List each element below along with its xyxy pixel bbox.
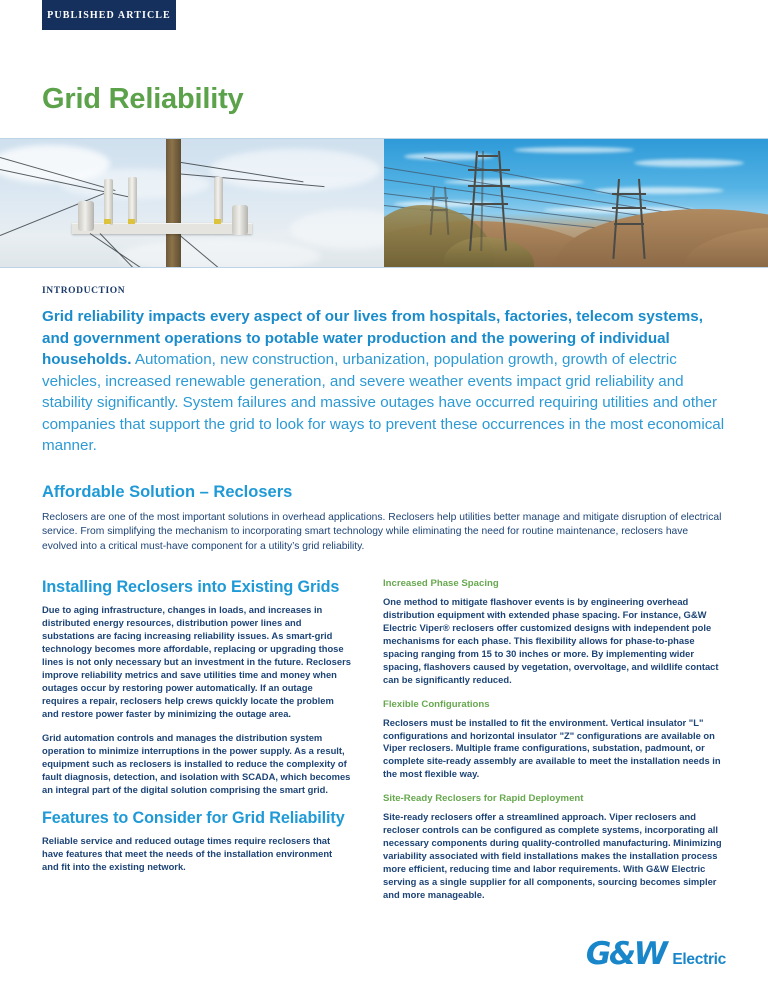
logo-wordmark: Electric [672, 951, 726, 968]
hero-image-transmission-towers [384, 139, 768, 267]
introduction-kicker: INTRODUCTION [42, 286, 126, 296]
installing-reclosers-paragraph-1: Due to aging infrastructure, changes in loads, and increases in distributed energy resources, distribution power lines and substations are facing increasing reliability issues. As smart-grid technology becomes more affordable, replacing or upgrading those lines is not only necessary but an investment in the future. Reclosers improve reliability metrics and save utilities time and money when outages occur by restoring power automatically. If an outage requires a repair, reclosers help crews quickly locate the problem and restore power faster by minimizing the outage area. [42, 604, 351, 719]
utility-pole [166, 139, 181, 267]
pole-crossarm [72, 223, 252, 234]
intro-lede-bold: Grid reliability impacts every aspect of our lives from hospitals, factories, telecom systems, and government operations to potable water production and the powering of individual households. [42, 308, 703, 368]
affordable-solution-heading: Affordable Solution – Reclosers [42, 482, 293, 501]
right-column [383, 578, 726, 901]
logo-mark: G&W [585, 936, 666, 972]
installing-reclosers-paragraph-2: Grid automation controls and manages the distribution system operation to minimize interruptions in the power supply. As a result, equipment such as reclosers is installed to reduce the complexity of fault diagnosis, detection, and isolation with SCADA, which becomes an integral part of the digital solution comprising the smart grid. [42, 732, 351, 796]
hero-image-band [0, 138, 768, 268]
published-article-badge [42, 0, 176, 30]
site-ready-reclosers-paragraph: Site-ready reclosers offer a streamlined approach. Viper reclosers and recloser controls can be configured as complete systems, incorporating all necessary components during quality-controlled manufacturing. Minimizing variability associated with field installations makes the installation process more efficient, reducing time and labor requirements. With G&W Electric serving as a single supplier for all components, sourcing becomes simpler and more manageable. [383, 811, 722, 900]
transmission-tower-mid [612, 179, 646, 259]
transmission-tower-near [468, 151, 508, 251]
gw-electric-logo [586, 936, 726, 972]
features-to-consider-paragraph: Reliable service and reduced outage times require reclosers that have features that meet the needs of the installation environment and fit into the existing network. [42, 834, 333, 872]
badge-label: PUBLISHED ARTICLE [47, 9, 171, 21]
affordable-solution-paragraph: Reclosers are one of the most important solutions in overhead applications. Reclosers help utilities better manage and mitigate disruption of electrical service. From simplifying the mechanism to incorporating smart technology while eliminating the need for routine maintenance, reclosers have evolved into a critical must-have component for a utility’s grid reliability. [42, 511, 722, 552]
intro-lede-rest: Automation, new construction, urbanization, population growth, growth of electric vehicles, increased renewable generation, and severe weather events impact grid reliability and stability significantly. System failures and massive outages have occurred requiring utilities and other companies that support the grid to look for ways to prevent these occurrences in the most economical manner. [42, 351, 725, 454]
features-to-consider-heading: Features to Consider for Grid Reliability [42, 808, 345, 827]
article-body [42, 286, 726, 902]
flexible-configurations-heading: Flexible Configurations [383, 698, 490, 710]
transmission-tower-far [430, 187, 448, 235]
flexible-configurations-paragraph: Reclosers must be installed to fit the environment. Vertical insulator "L" configurations and horizontal insulator "Z" configurations are available on Viper reclosers. Multiple frame configurations, substation, padmount, or complete site-ready assembly are available to meet the installation needs in the most flexible way. [383, 716, 721, 780]
intro-lede [42, 306, 726, 457]
page-title: Grid Reliability [42, 83, 244, 116]
left-column [42, 578, 351, 901]
two-column-section [42, 578, 726, 901]
increased-phase-spacing-paragraph: One method to mitigate flashover events is by engineering overhead distribution equipment with extended phase spacing. For instance, G&W Electric Viper® reclosers offer customized designs with independent pole mechanisms for each phase. This flexibility allows for phase-to-phase spacing ranging from 15 to 30 inches or more. By implementing wider spacing, flashovers caused by vegetation, overvoltage, and wildlife contact can be significantly reduced. [383, 596, 719, 685]
hero-image-utility-pole [0, 139, 384, 267]
installing-reclosers-heading: Installing Reclosers into Existing Grids [42, 578, 340, 597]
increased-phase-spacing-heading: Increased Phase Spacing [383, 578, 499, 590]
site-ready-reclosers-heading: Site-Ready Reclosers for Rapid Deployment [383, 793, 584, 805]
